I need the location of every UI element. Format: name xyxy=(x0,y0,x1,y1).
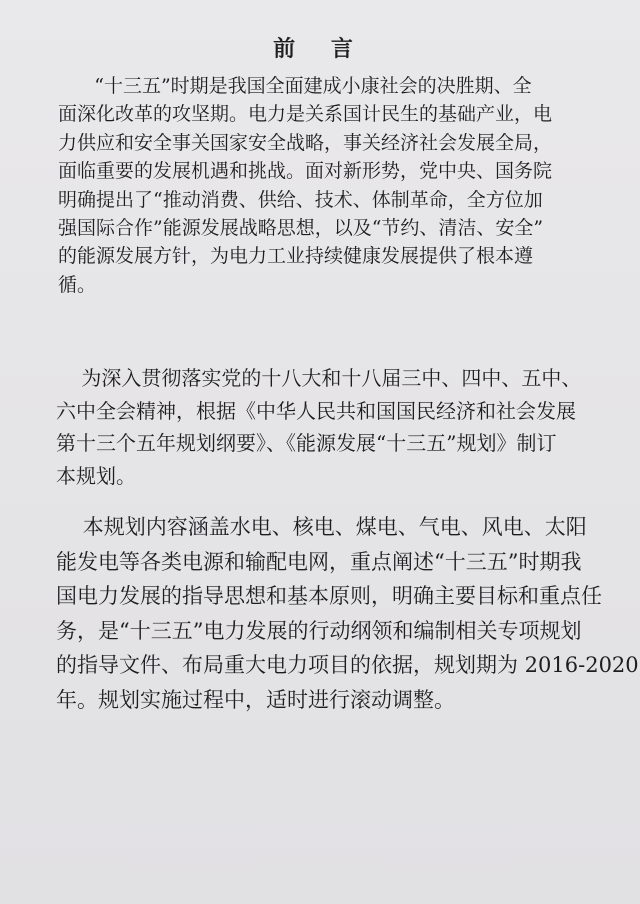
paragraph-line: 的能源发展方针，为电力工业持续健康发展提供了根本遵 xyxy=(58,245,534,268)
paragraph-line: 循。 xyxy=(58,273,97,296)
paragraph-line: 务，是“十三五”电力发展的行动纲领和编制相关专项规划 xyxy=(56,618,582,643)
paragraph-line: “十三五”时期是我国全面建成小康社会的决胜期、全 xyxy=(58,75,532,97)
paragraph-1 xyxy=(58,72,552,299)
paragraph-line: 六中全会精神，根据《中华人民共和国国民经济和社会发展 xyxy=(56,398,576,423)
paragraph-line: 第十三个五年规划纲要》、《能源发展“十三五”规划》制订 xyxy=(56,431,557,455)
paragraph-line: 为深入贯彻落实党的十八大和十八届三中、四中、五中、 xyxy=(56,366,582,390)
paragraph-2 xyxy=(56,362,581,492)
paragraph-line: 面临重要的发展机遇和挑战。面对新形势，党中央、国务院 xyxy=(58,160,553,183)
paragraph-line: 本规划内容涵盖水电、核电、煤电、气电、风电、太阳 xyxy=(56,515,587,539)
paragraph-line: 国电力发展的指导思想和基本原则，明确主要目标和重点任 xyxy=(56,584,602,609)
page-title: 前 言 xyxy=(273,36,367,62)
paragraph-line: 面深化改革的攻坚期。电力是关系国计民生的基础产业，电 xyxy=(58,103,553,126)
paragraph-line: 明确提出了“推动消费、供给、技术、体制革命，全方位加 xyxy=(58,188,543,211)
paragraph-line: 强国际合作”能源发展战略思想，以及“节约、清洁、安全” xyxy=(58,217,544,240)
paragraph-line: 力供应和安全事关国家安全战略，事关经济社会发展全局， xyxy=(58,131,553,154)
paragraph-line: 本规划。 xyxy=(56,463,136,488)
paragraph-line: 的指导文件、布局重大电力项目的依据，规划期为 2016-2020 xyxy=(56,653,639,678)
paragraph-3 xyxy=(56,510,639,718)
paragraph-line: 年。规划实施过程中，适时进行滚动调整。 xyxy=(56,687,455,712)
paragraph-line: 能发电等各类电源和输配电网，重点阐述“十三五”时期我 xyxy=(56,549,582,574)
